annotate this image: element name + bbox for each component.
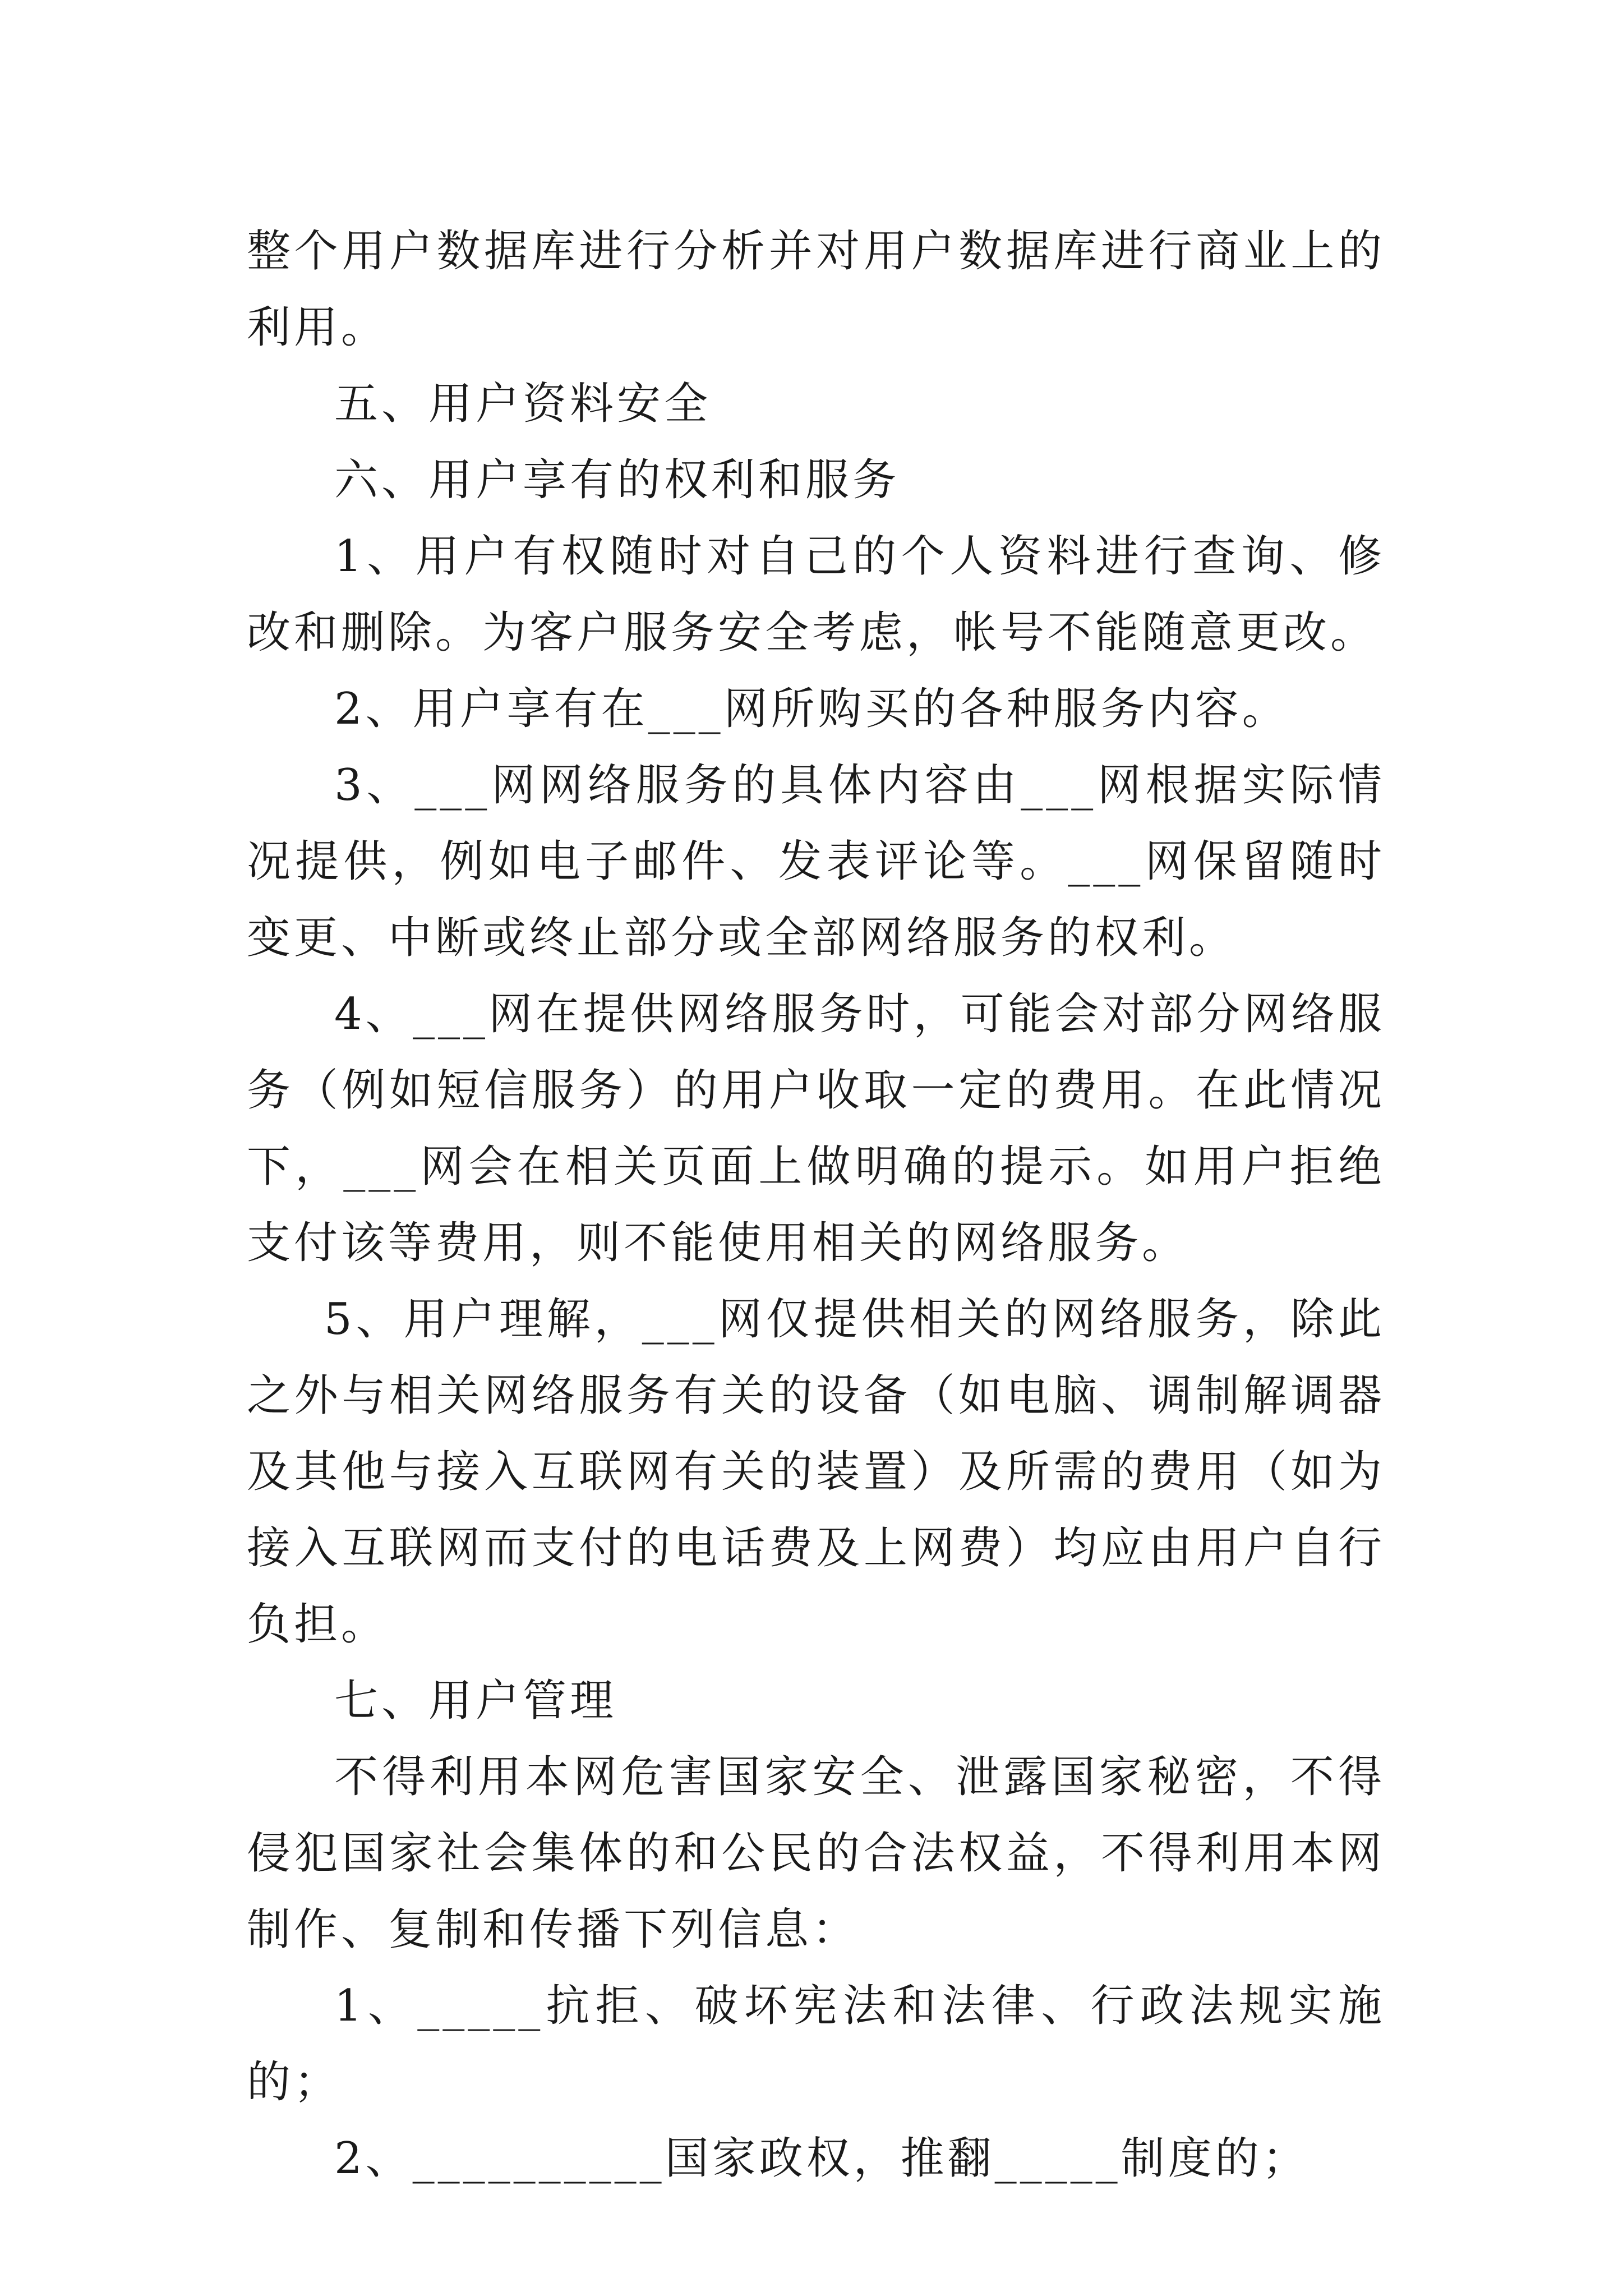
list-item-7-1: 1、_____抗拒、破坏宪法和法律、行政法规实施的； (247, 1981, 1385, 2108)
list-item-6-1: 1、用户有权随时对自己的个人资料进行查询、修改和删除。为客户服务安全考虑，帐号不能随意更改。 (247, 531, 1385, 658)
list-item-6-5: 5、用户理解，___网仅提供相关的网络服务，除此之外与相关网络服务有关的设备（如电脑、调制解调器及其他与接入互联网有关的装置）及所需的费用（如为接入互联网而支付的电话费及上网费）均应由用户自行负担。 (247, 1294, 1385, 1650)
paragraph-continuation: 整个用户数据库进行分析并对用户数据库进行商业上的利用。 (247, 226, 1385, 353)
list-item-6-3: 3、___网网络服务的具体内容由___网根据实际情况提供，例如电子邮件、发表评论等。___网保留随时变更、中断或终止部分或全部网络服务的权利。 (247, 760, 1385, 963)
list-item-7-2: 2、__________国家政权，推翻_____制度的； (334, 2133, 1310, 2184)
section-heading-6: 六、用户享有的权利和服务 (334, 455, 900, 505)
paragraph-7: 不得利用本网危害国家安全、泄露国家秘密，不得侵犯国家社会集体的和公民的合法权益，不得利用本网制作、复制和传播下列信息： (247, 1752, 1385, 1955)
list-item-6-4: 4、___网在提供网络服务时，可能会对部分网络服务（例如短信服务）的用户收取一定的费用。在此情况下，___网会在相关页面上做明确的提示。如用户拒绝支付该等费用，则不能使用相关的网络服务。 (247, 989, 1385, 1268)
list-item-6-2: 2、用户享有在___网所购买的各种服务内容。 (334, 684, 1289, 734)
section-heading-5: 五、用户资料安全 (334, 379, 712, 429)
section-heading-7: 七、用户管理 (334, 1676, 617, 1726)
document-body (247, 213, 1385, 2197)
